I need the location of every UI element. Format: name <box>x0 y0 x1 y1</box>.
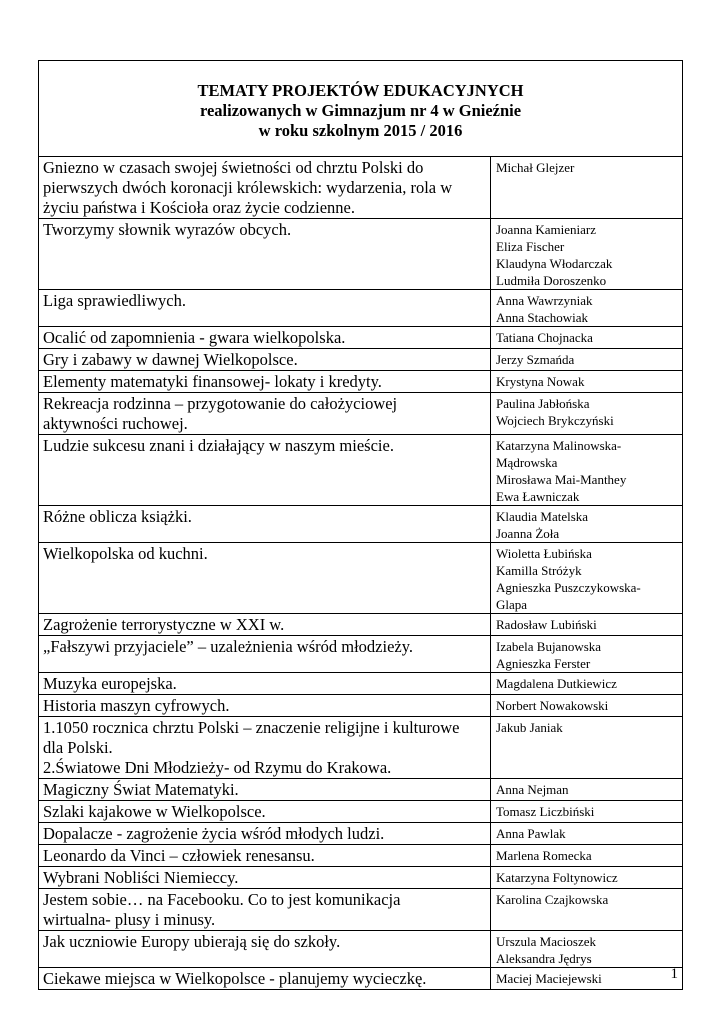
table-row <box>39 845 683 867</box>
project-topic-line: Liga sprawiedliwych. <box>43 291 186 310</box>
table-row <box>39 695 683 717</box>
author-name: Mirosława Mai-Manthey <box>496 472 627 487</box>
project-authors-cell <box>491 695 683 717</box>
author-name: Radosław Lubiński <box>496 617 597 632</box>
project-authors-cell <box>491 931 683 968</box>
project-topic-line: Dopalacze - zagrożenie życia wśród młodych ludzi. <box>43 824 385 843</box>
author-name: Agnieszka Ferster <box>496 656 591 671</box>
document-header <box>38 60 683 157</box>
table-row <box>39 801 683 823</box>
project-topic-line: pierwszych dwóch koronacji królewskich: wydarzenia, rola w <box>43 178 453 197</box>
author-name: Anna Wawrzyniak <box>496 293 593 308</box>
project-topic-cell <box>39 157 491 219</box>
author-name: Mądrowska <box>496 455 558 470</box>
project-topic-line: Wielkopolska od kuchni. <box>43 544 208 563</box>
page-number: 1 <box>670 966 678 982</box>
author-name: Paulina Jabłońska <box>496 396 590 411</box>
project-authors-cell <box>491 636 683 673</box>
project-topic-line: Jak uczniowie Europy ubierają się do szkoły. <box>43 932 341 951</box>
table-row <box>39 673 683 695</box>
project-topic-cell <box>39 614 491 636</box>
project-authors-cell <box>491 435 683 506</box>
project-topic-cell <box>39 290 491 327</box>
table-row <box>39 506 683 543</box>
header-subtitle: realizowanych w Gimnazjum nr 4 w Gnieźnie <box>199 101 522 120</box>
author-name: Tatiana Chojnacka <box>496 330 593 345</box>
author-name: Marlena Romecka <box>496 848 592 863</box>
project-topic-line: Elementy matematyki finansowej- lokaty i kredyty. <box>43 372 382 391</box>
project-authors-cell <box>491 801 683 823</box>
document-page <box>38 60 683 990</box>
author-name: Anna Stachowiak <box>496 310 589 325</box>
project-topic-line: Ludzie sukcesu znani i działający w naszym mieście. <box>43 436 394 455</box>
project-authors-cell <box>491 393 683 435</box>
project-authors-cell <box>491 327 683 349</box>
author-name: Anna Nejman <box>496 782 569 797</box>
project-topic-cell <box>39 845 491 867</box>
project-topic-cell <box>39 673 491 695</box>
author-name: Urszula Macioszek <box>496 934 596 949</box>
author-name: Karolina Czajkowska <box>496 892 609 907</box>
project-authors-cell <box>491 867 683 889</box>
project-topic-line: Wybrani Nobliści Niemieccy. <box>43 868 239 887</box>
project-authors-cell <box>491 673 683 695</box>
project-authors-cell <box>491 543 683 614</box>
author-name: Kamilla Stróżyk <box>496 563 582 578</box>
author-name: Norbert Nowakowski <box>496 698 609 713</box>
project-authors-cell <box>491 968 683 990</box>
author-name: Eliza Fischer <box>496 239 565 254</box>
author-name: Agnieszka Puszczykowska- <box>496 580 641 595</box>
project-authors-cell <box>491 371 683 393</box>
table-row <box>39 371 683 393</box>
project-authors-cell <box>491 614 683 636</box>
author-name: Michał Glejzer <box>496 160 575 175</box>
header-school-year: w roku szkolnym 2015 / 2016 <box>258 121 463 140</box>
table-row <box>39 614 683 636</box>
author-name: Magdalena Dutkiewicz <box>496 676 617 691</box>
project-topic-line: Gry i zabawy w dawnej Wielkopolsce. <box>43 350 298 369</box>
project-topic-line: życiu państwa i Kościoła oraz życie codzienne. <box>43 198 355 217</box>
project-topic-line: aktywności ruchowej. <box>43 414 188 433</box>
project-topic-line: „Fałszywi przyjaciele” – uzależnienia wśród młodzieży. <box>43 637 414 656</box>
project-topic-cell <box>39 219 491 290</box>
project-topic-line: Magiczny Świat Matematyki. <box>43 780 239 799</box>
project-topic-cell <box>39 327 491 349</box>
table-row <box>39 717 683 779</box>
project-authors-cell <box>491 779 683 801</box>
table-row <box>39 823 683 845</box>
author-name: Tomasz Liczbiński <box>496 804 595 819</box>
project-topic-cell <box>39 349 491 371</box>
project-topic-line: 1.1050 rocznica chrztu Polski – znaczenie religijne i kulturowe <box>43 718 460 737</box>
header-title: TEMATY PROJEKTÓW EDUKACYJNYCH <box>197 81 524 100</box>
project-topic-cell <box>39 636 491 673</box>
project-topic-cell <box>39 371 491 393</box>
project-topic-cell <box>39 506 491 543</box>
project-topic-line: Muzyka europejska. <box>43 674 177 693</box>
project-topic-line: 2.Światowe Dni Młodzieży- od Rzymu do Krakowa. <box>43 758 392 777</box>
project-authors-cell <box>491 349 683 371</box>
author-name: Katarzyna Malinowska- <box>496 438 622 453</box>
project-authors-cell <box>491 823 683 845</box>
author-name: Katarzyna Foltynowicz <box>496 870 618 885</box>
project-topic-line: Różne oblicza książki. <box>43 507 192 526</box>
project-authors-cell <box>491 889 683 931</box>
project-topic-cell <box>39 717 491 779</box>
author-name: Ludmiła Doroszenko <box>496 273 607 288</box>
project-topic-cell <box>39 779 491 801</box>
table-row <box>39 968 683 990</box>
author-name: Klaudia Matelska <box>496 509 589 524</box>
project-topic-cell <box>39 823 491 845</box>
project-topic-line: wirtualna- plusy i minusy. <box>43 910 216 929</box>
author-name: Izabela Bujanowska <box>496 639 602 654</box>
project-authors-cell <box>491 219 683 290</box>
author-name: Joanna Żoła <box>496 526 560 541</box>
table-row <box>39 219 683 290</box>
project-authors-cell <box>491 290 683 327</box>
table-row <box>39 157 683 219</box>
author-name: Aleksandra Jędrys <box>496 951 592 966</box>
project-topic-cell <box>39 393 491 435</box>
project-topic-line: Ciekawe miejsca w Wielkopolsce - planujemy wycieczkę. <box>43 969 427 988</box>
project-authors-cell <box>491 717 683 779</box>
table-row <box>39 543 683 614</box>
project-topic-line: Gniezno w czasach swojej świetności od chrztu Polski do <box>43 158 424 177</box>
project-topic-line: Szlaki kajakowe w Wielkopolsce. <box>43 802 266 821</box>
project-topic-cell <box>39 695 491 717</box>
project-topic-line: Jestem sobie… na Facebooku. Co to jest komunikacja <box>43 890 401 909</box>
table-row <box>39 889 683 931</box>
project-topic-cell <box>39 801 491 823</box>
project-topic-line: Rekreacja rodzinna – przygotowanie do całożyciowej <box>43 394 398 413</box>
author-name: Anna Pawlak <box>496 826 566 841</box>
project-topic-cell <box>39 867 491 889</box>
project-topic-cell <box>39 968 491 990</box>
table-row <box>39 290 683 327</box>
project-topic-cell <box>39 435 491 506</box>
table-row <box>39 327 683 349</box>
project-topic-line: Ocalić od zapomnienia - gwara wielkopolska. <box>43 328 346 347</box>
author-name: Wojciech Brykczyński <box>496 413 614 428</box>
table-row <box>39 867 683 889</box>
author-name: Ewa Ławniczak <box>496 489 580 504</box>
project-topic-line: Zagrożenie terrorystyczne w XXI w. <box>43 615 285 634</box>
project-topic-cell <box>39 889 491 931</box>
project-topic-cell <box>39 931 491 968</box>
project-topic-line: Tworzymy słownik wyrazów obcych. <box>43 220 292 239</box>
author-name: Wioletta Łubińska <box>496 546 592 561</box>
project-topic-line: dla Polski. <box>43 738 113 757</box>
table-row <box>39 636 683 673</box>
project-authors-cell <box>491 506 683 543</box>
project-authors-cell <box>491 157 683 219</box>
author-name: Klaudyna Włodarczak <box>496 256 613 271</box>
author-name: Krystyna Nowak <box>496 374 585 389</box>
table-row <box>39 349 683 371</box>
table-row <box>39 393 683 435</box>
table-row <box>39 435 683 506</box>
author-name: Maciej Maciejewski <box>496 971 602 986</box>
table-row <box>39 931 683 968</box>
author-name: Joanna Kamieniarz <box>496 222 596 237</box>
table-row <box>39 779 683 801</box>
author-name: Jakub Janiak <box>496 720 563 735</box>
project-topic-line: Leonardo da Vinci – człowiek renesansu. <box>43 846 315 865</box>
project-authors-cell <box>491 845 683 867</box>
author-name: Glapa <box>496 597 528 612</box>
project-topic-line: Historia maszyn cyfrowych. <box>43 696 230 715</box>
author-name: Jerzy Szmańda <box>496 352 575 367</box>
project-topic-cell <box>39 543 491 614</box>
projects-table <box>38 156 683 990</box>
